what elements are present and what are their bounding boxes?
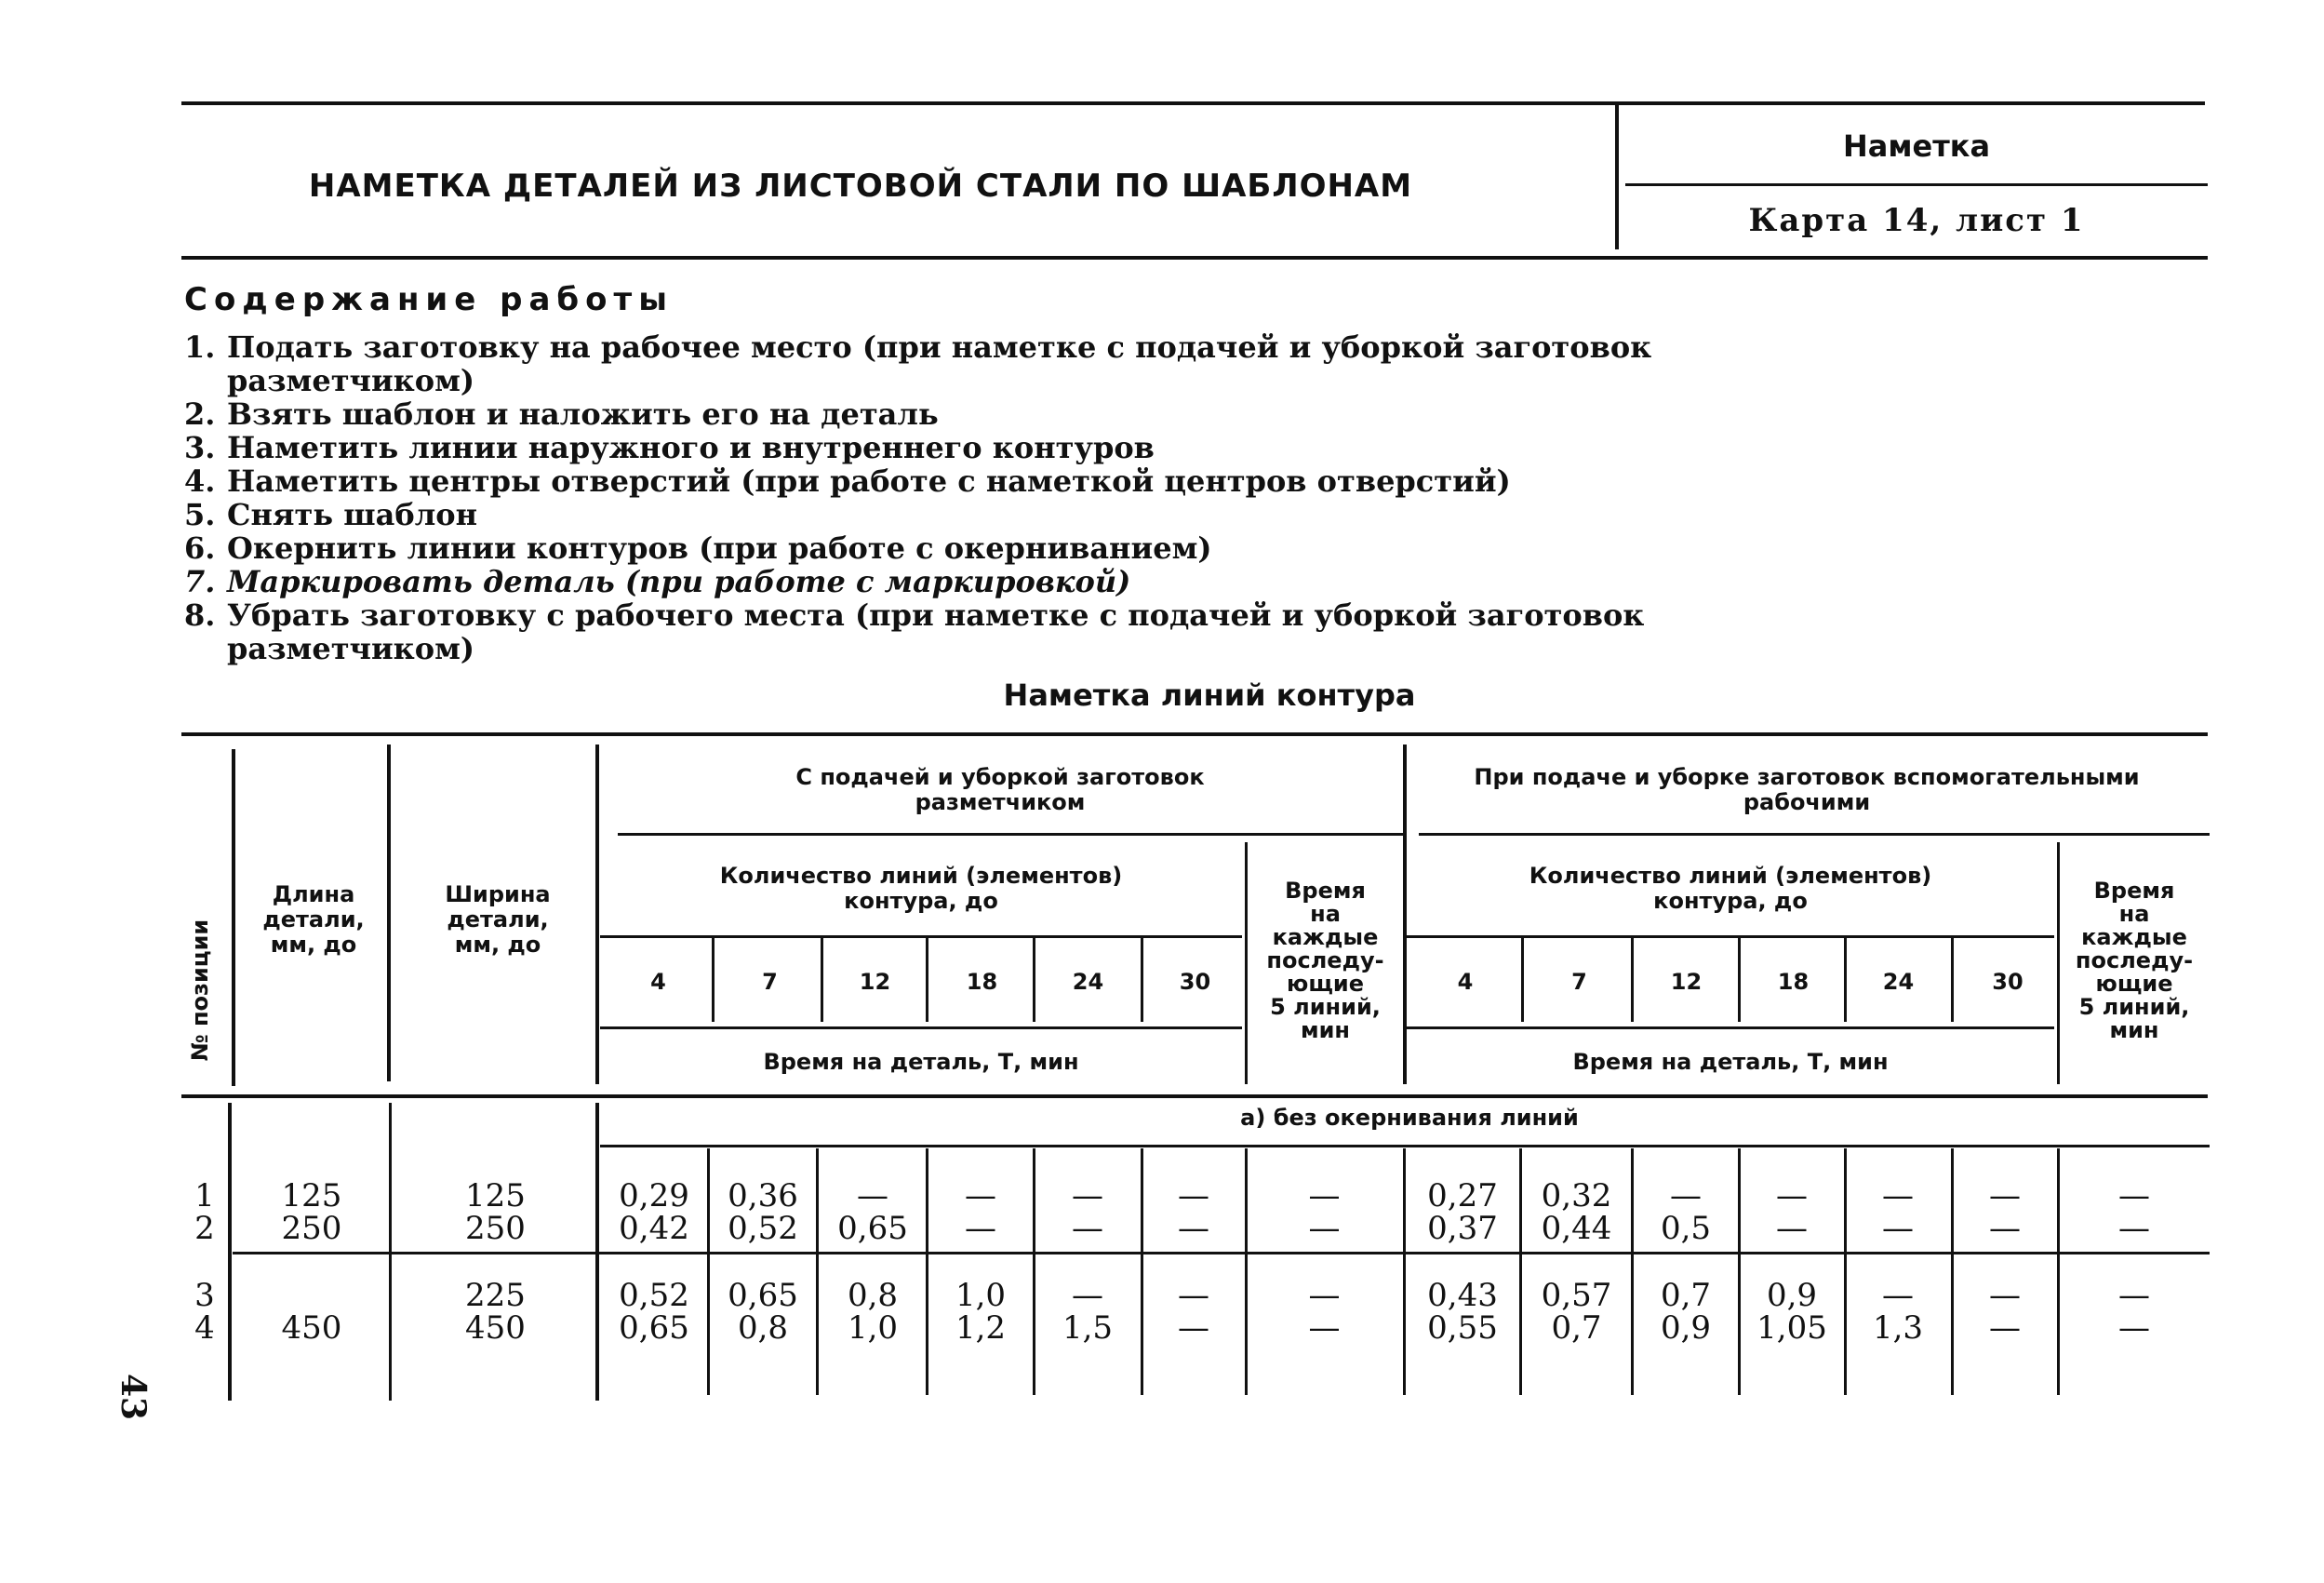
group-rule [1419, 833, 2210, 836]
cell: 0,5 [1660, 1210, 1712, 1247]
count-12: 12 [859, 969, 891, 995]
list-item: 4. Наметить центры отверстий (при работе с наметкой центров отверстий) [184, 463, 1511, 499]
col-divider [232, 749, 235, 1086]
cell: 125 [281, 1177, 342, 1214]
list-item: разметчиком) [227, 363, 475, 398]
cell: — [2118, 1277, 2150, 1314]
count-divider [1844, 938, 1847, 1022]
count-rule [600, 935, 1242, 938]
cell: 250 [465, 1210, 526, 1247]
count-divider [1738, 938, 1741, 1022]
list-item: 8. Убрать заготовку с рабочего места (при наметке с подачей и уборкой заготовок [184, 597, 1645, 633]
cell: 0,52 [728, 1210, 798, 1247]
card-label: Карта 14, лист 1 [1748, 202, 2085, 239]
count-divider [1521, 938, 1524, 1022]
list-item: 2. Взять шаблон и наложить его на деталь [184, 396, 939, 432]
cell: 0,43 [1427, 1277, 1498, 1314]
cell: — [1776, 1177, 1808, 1214]
group2-header: При подаче и уборке заготовок вспомогательными рабочими [1474, 764, 2140, 815]
cell: — [965, 1210, 996, 1247]
table-header-bottom-rule [181, 1094, 2208, 1098]
cell: — [2118, 1210, 2150, 1247]
cell: 1,0 [847, 1309, 899, 1347]
cell: 3 [194, 1277, 215, 1314]
cell: 4 [194, 1309, 215, 1347]
cell: — [1882, 1210, 1914, 1247]
cell: 0,8 [847, 1277, 899, 1314]
cell: — [1989, 1210, 2021, 1247]
col-position-header: № позиции [187, 919, 213, 1062]
cell: 125 [465, 1177, 526, 1214]
list-item: 7. Маркировать деталь (при работе с маркировкой) [184, 564, 1131, 599]
cell: 0,29 [619, 1177, 689, 1214]
group-rule [618, 833, 1404, 836]
table-top-rule [181, 732, 2208, 736]
content-heading: Содержание работы [184, 281, 674, 318]
cell: 2 [194, 1210, 215, 1247]
cell: 1,5 [1062, 1309, 1114, 1347]
cell: — [1178, 1210, 1209, 1247]
list-item: 1. Подать заготовку на рабочее место (при наметке с подачей и уборкой заготовок [184, 329, 1652, 365]
cell: — [2118, 1177, 2150, 1214]
group1-count-header: Количество линий (элементов) контура, до [719, 863, 1123, 914]
list-item: 5. Снять шаблон [184, 497, 478, 532]
group1-extra-header: Время на каждые последу- ющие 5 линий, мин [1266, 878, 1384, 1043]
cell: 250 [281, 1210, 342, 1247]
cell: 0,65 [837, 1210, 908, 1247]
count-24: 24 [1072, 969, 1104, 995]
subsection-rule [600, 1145, 2210, 1147]
cell: 1,3 [1872, 1309, 1924, 1347]
count-divider [1141, 938, 1143, 1022]
count-divider [1033, 938, 1035, 1022]
cell: — [1072, 1210, 1103, 1247]
table-caption: Наметка линий контура [1003, 677, 1416, 713]
cell: 0,55 [1427, 1309, 1498, 1347]
cell: — [1670, 1177, 1702, 1214]
cell: 0,57 [1541, 1277, 1612, 1314]
cell: — [1989, 1309, 2021, 1347]
row-group-rule [233, 1252, 2210, 1254]
group1-time-label: Время на деталь, Т, мин [763, 1049, 1079, 1075]
body-divider [816, 1148, 819, 1395]
header-bottom-rule [181, 256, 2208, 260]
count-30: 30 [1179, 969, 1211, 995]
count-rule [1407, 1026, 2054, 1029]
cell: 0,7 [1551, 1309, 1602, 1347]
body-divider [707, 1148, 710, 1395]
cell: 225 [465, 1277, 526, 1314]
cell: — [1776, 1210, 1808, 1247]
group2-count-header: Количество линий (элементов) контура, до [1529, 863, 1932, 914]
cell: 450 [281, 1309, 342, 1347]
cell: — [1882, 1277, 1914, 1314]
header-right-rule [1625, 183, 2208, 186]
list-item: 3. Наметить линии наружного и внутреннего контуров [184, 430, 1155, 465]
cell: 0,7 [1660, 1277, 1712, 1314]
page-title: НАМЕТКА ДЕТАЛЕЙ ИЗ ЛИСТОВОЙ СТАЛИ ПО ШАБЛОНАМ [308, 168, 1413, 205]
count-divider [821, 938, 823, 1022]
cell: 0,44 [1541, 1210, 1612, 1247]
cell: 1,0 [955, 1277, 1007, 1314]
col-length-header: Длина детали, мм, до [262, 881, 365, 958]
header-divider [1615, 104, 1619, 249]
cell: — [1308, 1177, 1341, 1214]
cell: 0,65 [619, 1309, 689, 1347]
group2-extra-header: Время на каждые последу- ющие 5 линий, мин [2075, 878, 2194, 1043]
list-item: разметчиком) [227, 631, 475, 666]
count-divider [712, 938, 715, 1022]
cell: — [1308, 1210, 1341, 1247]
count-rule [1407, 935, 2054, 938]
count-24: 24 [1882, 969, 1915, 995]
cell: 0,52 [619, 1277, 689, 1314]
cell: — [2118, 1309, 2150, 1347]
body-divider [1519, 1148, 1522, 1395]
cell: 0,37 [1427, 1210, 1498, 1247]
cell: 1,2 [955, 1309, 1007, 1347]
cell: — [1989, 1277, 2021, 1314]
cell: 1,05 [1756, 1309, 1827, 1347]
cell: — [857, 1177, 888, 1214]
col-divider [595, 745, 599, 1084]
cell: — [1178, 1309, 1209, 1347]
subsection-label: а) без окернивания линий [1240, 1105, 1579, 1131]
cell: 0,42 [619, 1210, 689, 1247]
count-18: 18 [1777, 969, 1810, 995]
count-7: 7 [762, 969, 778, 995]
cell: — [1072, 1177, 1103, 1214]
count-18: 18 [966, 969, 998, 995]
header-top-rule [181, 101, 2205, 105]
cell: 0,9 [1660, 1309, 1712, 1347]
count-rule [600, 1026, 1242, 1029]
list-item: 6. Окернить линии контуров (при работе с окерниванием) [184, 530, 1212, 566]
cell: — [1882, 1177, 1914, 1214]
cell: — [1308, 1309, 1341, 1347]
cell: — [1308, 1277, 1341, 1314]
cell: — [1178, 1177, 1209, 1214]
page-number: 43 [114, 1373, 154, 1421]
count-divider [1951, 938, 1954, 1022]
group1-header: С подачей и уборкой заготовок разметчиком [795, 764, 1205, 815]
cell: 0,32 [1541, 1177, 1612, 1214]
body-divider [228, 1103, 232, 1401]
cell: — [1989, 1177, 2021, 1214]
cell: 0,27 [1427, 1177, 1498, 1214]
count-4: 4 [650, 969, 666, 995]
count-divider [1631, 938, 1634, 1022]
cell: 0,65 [728, 1277, 798, 1314]
cell: 0,36 [728, 1177, 798, 1214]
col-divider [387, 745, 391, 1081]
cell: — [1072, 1277, 1103, 1314]
cell: — [965, 1177, 996, 1214]
count-30: 30 [1992, 969, 2023, 995]
group2-time-label: Время на деталь, Т, мин [1572, 1049, 1889, 1075]
body-divider [1403, 1148, 1406, 1395]
count-7: 7 [1571, 969, 1587, 995]
cell: 0,8 [737, 1309, 789, 1347]
cell: 0,9 [1766, 1277, 1818, 1314]
cell: 1 [194, 1177, 215, 1214]
count-divider [926, 938, 928, 1022]
cell: 450 [465, 1309, 526, 1347]
count-12: 12 [1670, 969, 1703, 995]
count-4: 4 [1457, 969, 1474, 995]
col-width-header: Ширина детали, мм, до [445, 881, 551, 958]
section-label: Наметка [1842, 128, 1991, 164]
cell: — [1178, 1277, 1209, 1314]
